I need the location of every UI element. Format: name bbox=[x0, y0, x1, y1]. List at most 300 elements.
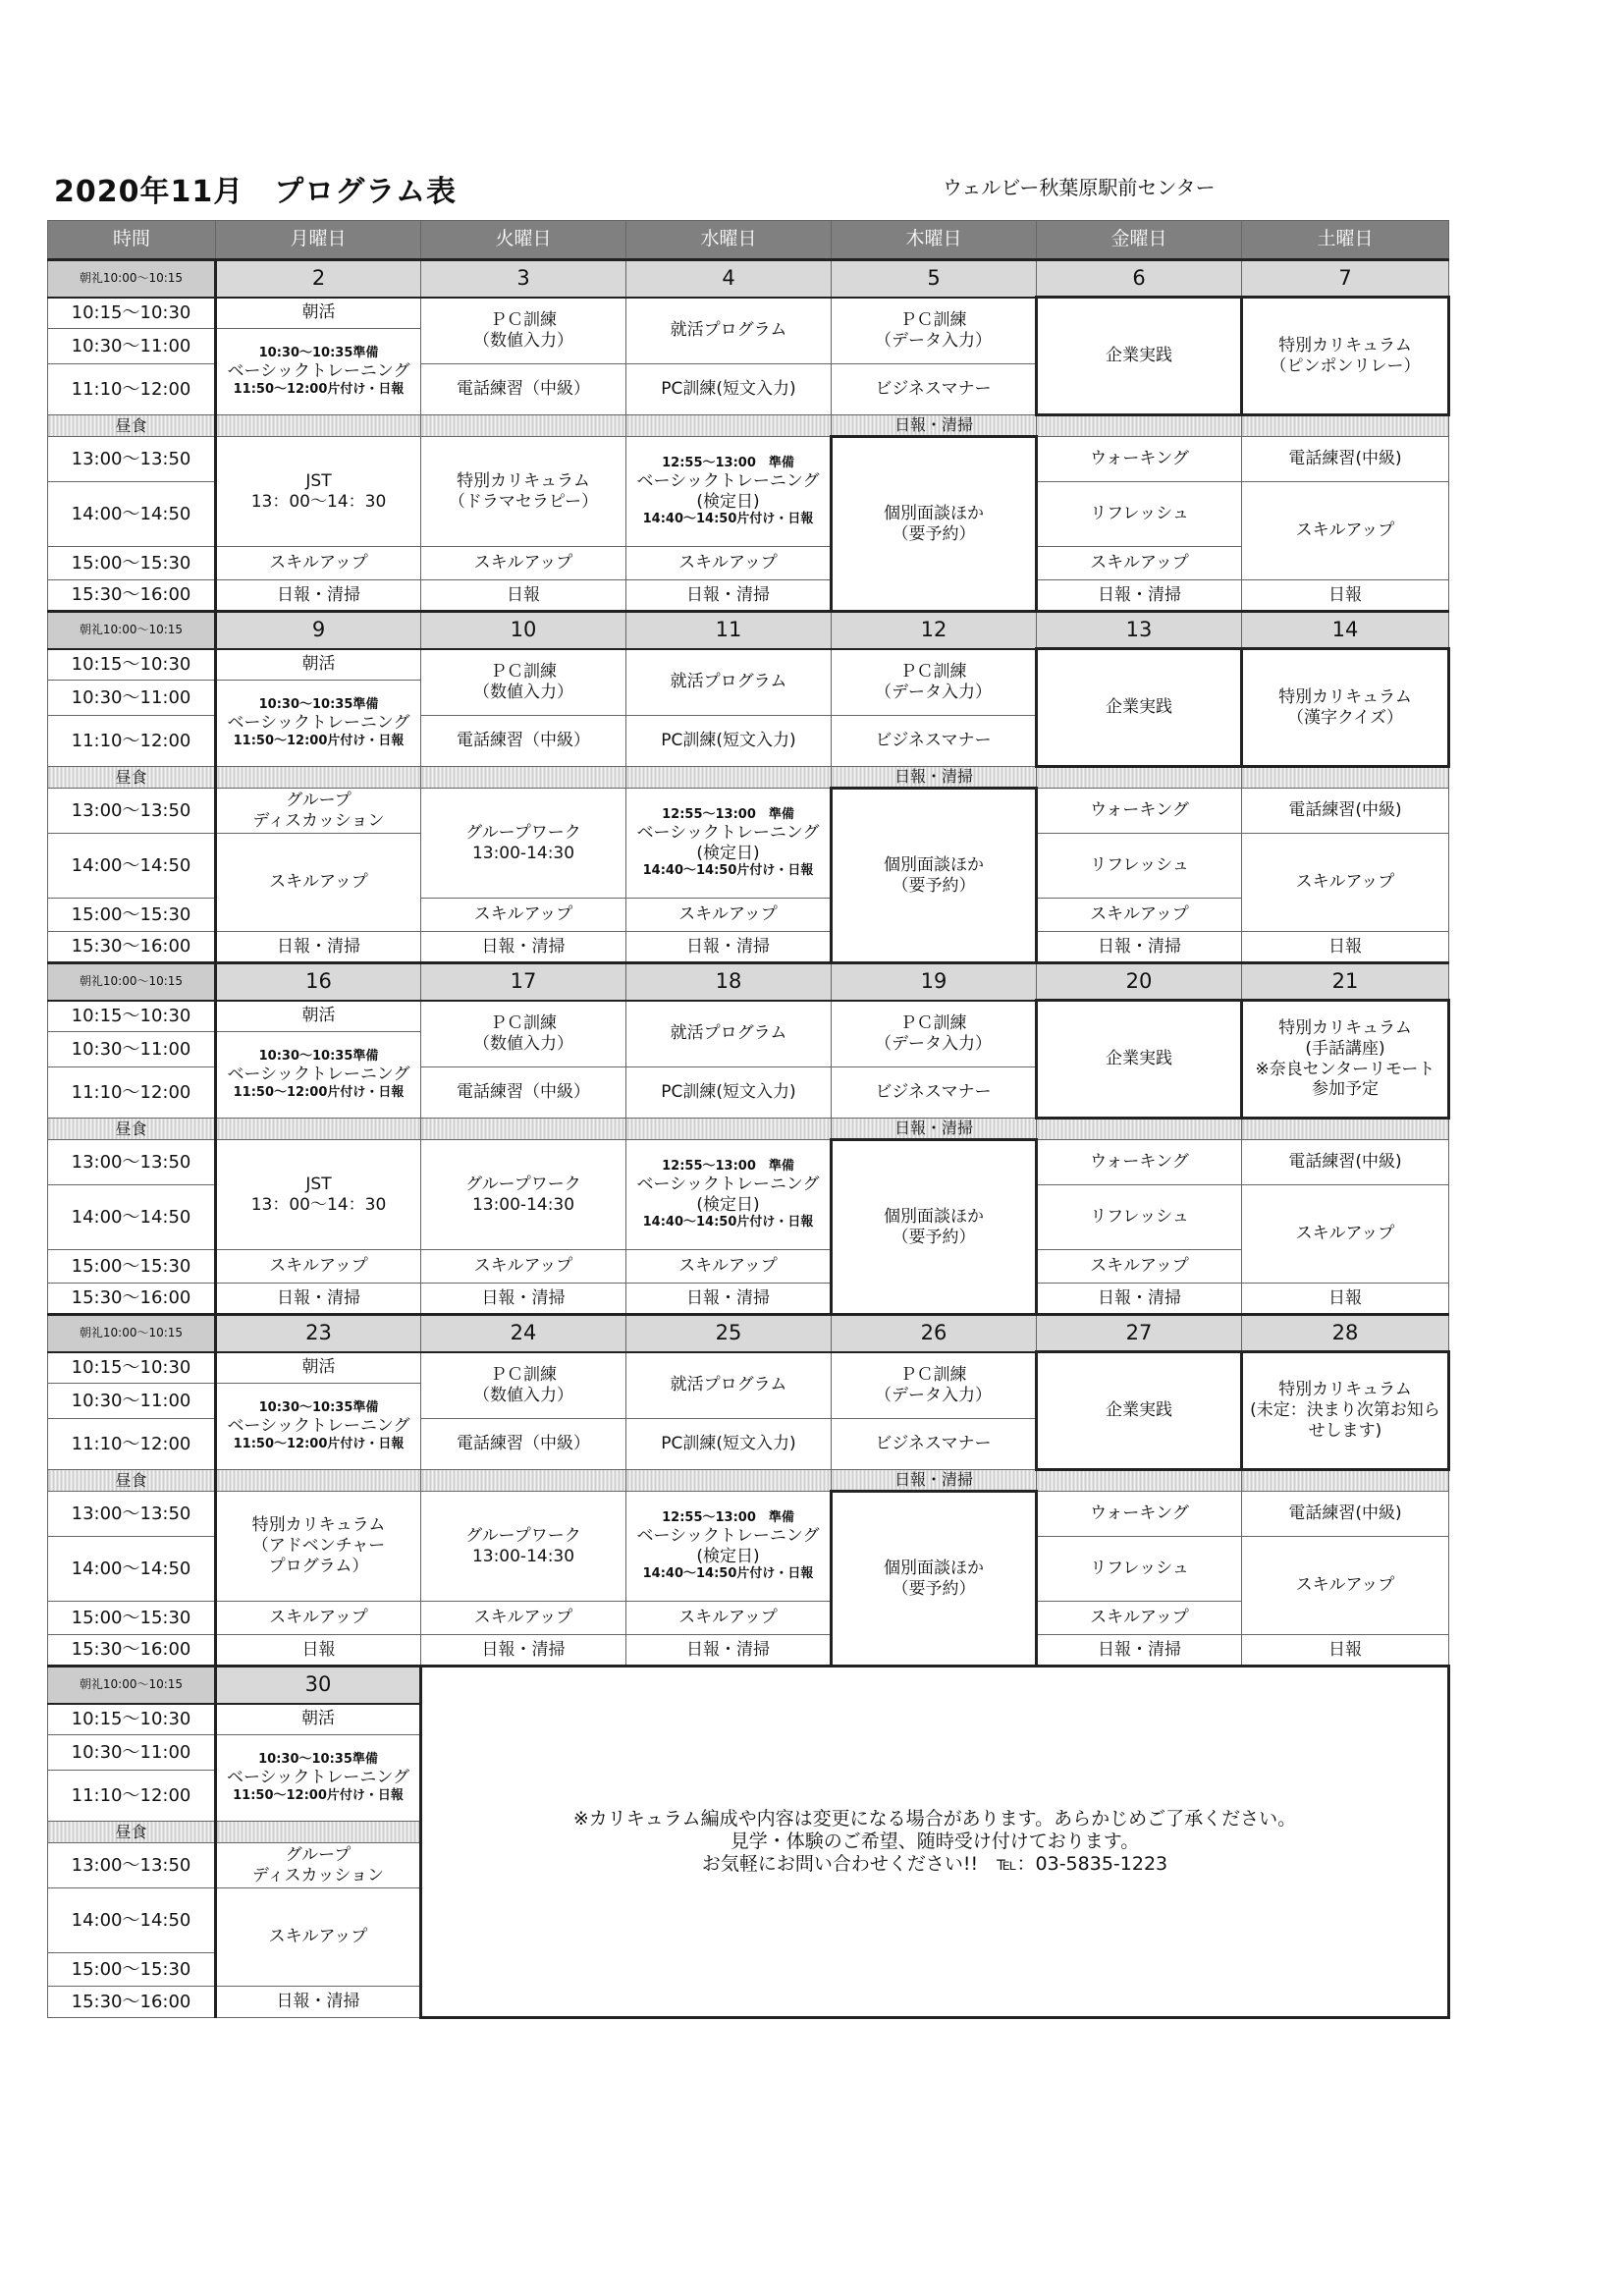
lunch-cell bbox=[1037, 767, 1242, 789]
cell-line: (手話講座) bbox=[1305, 1038, 1385, 1059]
lunch-label: 昼食 bbox=[48, 415, 216, 437]
activity-cell: ビジネスマナー bbox=[832, 1419, 1037, 1470]
time-label: 10:30～11:00 bbox=[48, 1384, 216, 1419]
time-label: 15:00～15:30 bbox=[48, 1250, 216, 1284]
date-row bbox=[48, 963, 1449, 1001]
activity-cell: 日報・清掃 bbox=[1037, 1635, 1242, 1667]
time-label: 15:00～15:30 bbox=[48, 547, 216, 580]
lunch-cell bbox=[216, 1822, 421, 1843]
cell-line: 11:50～12:00片付け・日報 bbox=[233, 1436, 405, 1451]
time-row bbox=[48, 1492, 1449, 1537]
lunch-label: 昼食 bbox=[48, 767, 216, 789]
cell-line: 13:00-14:30 bbox=[471, 1194, 575, 1215]
time-label: 11:10～12:00 bbox=[48, 716, 216, 767]
activity-cell bbox=[626, 437, 832, 547]
time-row bbox=[48, 1602, 1449, 1635]
activity-cell: スキルアップ bbox=[216, 1250, 421, 1284]
time-label: 15:00～15:30 bbox=[48, 1953, 216, 1987]
date-cell: 7 bbox=[1242, 260, 1449, 298]
activity-cell bbox=[832, 1001, 1037, 1067]
activity-cell: 就活プログラム bbox=[626, 298, 832, 364]
activity-cell bbox=[1242, 1001, 1449, 1119]
col-wed: 水曜日 bbox=[626, 221, 832, 260]
activity-cell: 日報・清掃 bbox=[421, 1284, 626, 1315]
lunch-label: 昼食 bbox=[48, 1470, 216, 1492]
activity-cell: 就活プログラム bbox=[626, 1001, 832, 1067]
cell-line: ＰＣ訓練 bbox=[899, 1013, 967, 1034]
activity-cell: 朝活 bbox=[216, 1352, 421, 1384]
activity-cell: リフレッシュ bbox=[1037, 1185, 1242, 1250]
cell-line: (検定日) bbox=[696, 1194, 760, 1215]
cell-line: 14:40～14:50片付け・日報 bbox=[642, 1566, 814, 1582]
time-label: 10:30～11:00 bbox=[48, 681, 216, 716]
lunch-cell bbox=[421, 415, 626, 437]
time-label: 14:00～14:50 bbox=[48, 1888, 216, 1953]
cell-line: 12:55～13:00 準備 bbox=[662, 455, 794, 470]
time-label: 15:00～15:30 bbox=[48, 899, 216, 932]
cell-line: ＰＣ訓練 bbox=[490, 310, 557, 331]
lunch-cell bbox=[626, 1119, 832, 1140]
activity-cell bbox=[832, 1352, 1037, 1419]
lunch-cell bbox=[1242, 1470, 1449, 1492]
cell-line: グループワーク bbox=[465, 822, 581, 843]
time-label: 15:00～15:30 bbox=[48, 1602, 216, 1635]
lunch-cell bbox=[626, 1470, 832, 1492]
cell-line: 見学・体験のご希望、随時受け付けております。 bbox=[730, 1830, 1140, 1852]
cell-line: （ピンポンリレー） bbox=[1270, 355, 1421, 376]
cell-line: 10:30～10:35準備 bbox=[258, 697, 379, 713]
activity-cell: 就活プログラム bbox=[626, 649, 832, 716]
activity-cell: ビジネスマナー bbox=[832, 364, 1037, 415]
cell-line: ベーシックトレーニング bbox=[227, 713, 410, 734]
date-cell: 28 bbox=[1242, 1315, 1449, 1352]
date-cell: 17 bbox=[421, 963, 626, 1001]
activity-cell: 朝活 bbox=[216, 649, 421, 681]
schedule-body bbox=[48, 260, 1449, 2018]
time-label: 10:15～10:30 bbox=[48, 649, 216, 681]
lunch-cell bbox=[1037, 415, 1242, 437]
activity-cell: スキルアップ bbox=[216, 1602, 421, 1635]
date-cell: 6 bbox=[1037, 260, 1242, 298]
activity-cell bbox=[421, 298, 626, 364]
time-label: 10:15～10:30 bbox=[48, 298, 216, 329]
time-label: 13:00～13:50 bbox=[48, 1140, 216, 1185]
activity-cell: 電話練習(中級) bbox=[1242, 789, 1449, 834]
activity-cell: ウォーキング bbox=[1037, 1492, 1242, 1537]
activity-cell: 企業実践 bbox=[1037, 649, 1242, 767]
activity-cell: ビジネスマナー bbox=[832, 1067, 1037, 1119]
time-label: 11:10～12:00 bbox=[48, 1067, 216, 1119]
activity-cell: スキルアップ bbox=[1242, 1537, 1449, 1635]
activity-cell: スキルアップ bbox=[1242, 482, 1449, 580]
col-sat: 土曜日 bbox=[1242, 221, 1449, 260]
activity-cell: 電話練習(中級) bbox=[1242, 437, 1449, 482]
activity-cell: PC訓練(短文入力) bbox=[626, 1419, 832, 1470]
activity-cell: 電話練習（中級） bbox=[421, 1067, 626, 1119]
cell-line: 13:00-14:30 bbox=[471, 1546, 575, 1566]
cell-line: 12:55～13:00 準備 bbox=[662, 1158, 794, 1174]
notice-box bbox=[421, 1667, 1449, 2018]
activity-cell bbox=[421, 437, 626, 547]
activity-cell: スキルアップ bbox=[216, 547, 421, 580]
date-cell: 11 bbox=[626, 612, 832, 649]
date-cell: 2 bbox=[216, 260, 421, 298]
activity-cell bbox=[216, 1032, 421, 1119]
activity-cell bbox=[216, 789, 421, 834]
activity-cell bbox=[216, 1140, 421, 1250]
morning-meeting-label: 朝礼10:00～10:15 bbox=[48, 1315, 216, 1352]
cell-line: 14:40～14:50片付け・日報 bbox=[642, 1215, 814, 1230]
activity-cell: 日報・清掃 bbox=[421, 932, 626, 963]
activity-cell: ビジネスマナー bbox=[832, 716, 1037, 767]
cell-line: ベーシックトレーニング bbox=[636, 1174, 820, 1194]
cell-line: 12:55～13:00 準備 bbox=[662, 1509, 794, 1525]
date-cell: 27 bbox=[1037, 1315, 1242, 1352]
activity-cell bbox=[421, 1140, 626, 1250]
activity-cell: 企業実践 bbox=[1037, 298, 1242, 415]
lunch-cell bbox=[1242, 767, 1449, 789]
lunch-cell bbox=[421, 1470, 626, 1492]
date-cell: 5 bbox=[832, 260, 1037, 298]
time-label: 10:15～10:30 bbox=[48, 1352, 216, 1384]
cell-line: 個別面談ほか bbox=[884, 1558, 984, 1578]
activity-cell: 日報・清掃 bbox=[216, 580, 421, 612]
activity-cell bbox=[832, 437, 1037, 612]
lunch-row bbox=[48, 1470, 1449, 1492]
time-row bbox=[48, 1140, 1449, 1185]
cell-line: (検定日) bbox=[696, 1546, 760, 1566]
date-cell: 16 bbox=[216, 963, 421, 1001]
activity-cell: 日報・清掃 bbox=[832, 1470, 1037, 1492]
activity-cell: 日報・清掃 bbox=[626, 580, 832, 612]
activity-cell: リフレッシュ bbox=[1037, 482, 1242, 547]
activity-cell bbox=[832, 789, 1037, 963]
cell-line: グループ bbox=[285, 1844, 352, 1865]
activity-cell bbox=[216, 1384, 421, 1470]
cell-line: （要予約） bbox=[892, 523, 976, 544]
date-cell: 9 bbox=[216, 612, 421, 649]
activity-cell: 電話練習（中級） bbox=[421, 1419, 626, 1470]
time-row bbox=[48, 1250, 1449, 1284]
cell-line: 個別面談ほか bbox=[884, 503, 984, 523]
date-row bbox=[48, 1667, 1449, 1704]
time-label: 15:30～16:00 bbox=[48, 932, 216, 963]
morning-meeting-label: 朝礼10:00～10:15 bbox=[48, 963, 216, 1001]
center-name: ウェルビー秋葉原駅前センター bbox=[943, 176, 1216, 199]
cell-line: 11:50～12:00片付け・日報 bbox=[233, 1787, 404, 1803]
activity-cell bbox=[626, 1140, 832, 1250]
cell-line: （要予約） bbox=[892, 1578, 976, 1599]
time-label: 13:00～13:50 bbox=[48, 789, 216, 834]
time-row bbox=[48, 789, 1449, 834]
time-row bbox=[48, 1284, 1449, 1315]
cell-line: 特別カリキュラム bbox=[1278, 1018, 1412, 1039]
activity-cell: スキルアップ bbox=[626, 1602, 832, 1635]
morning-meeting-label: 朝礼10:00～10:15 bbox=[48, 260, 216, 298]
lunch-label: 昼食 bbox=[48, 1822, 216, 1843]
lunch-cell bbox=[216, 1119, 421, 1140]
activity-cell: 日報・清掃 bbox=[1037, 580, 1242, 612]
activity-cell: スキルアップ bbox=[626, 1250, 832, 1284]
activity-cell: スキルアップ bbox=[421, 547, 626, 580]
lunch-cell bbox=[1242, 415, 1449, 437]
activity-cell: 朝活 bbox=[216, 1001, 421, 1032]
cell-line: 特別カリキュラム bbox=[251, 1515, 386, 1536]
cell-line: ベーシックトレーニング bbox=[227, 1768, 409, 1788]
cell-line: 10:30～10:35準備 bbox=[258, 1049, 379, 1065]
cell-line: 11:50～12:00片付け・日報 bbox=[233, 1084, 405, 1100]
time-label: 10:15～10:30 bbox=[48, 1001, 216, 1032]
date-cell: 10 bbox=[421, 612, 626, 649]
date-row bbox=[48, 260, 1449, 298]
activity-cell: スキルアップ bbox=[626, 547, 832, 580]
date-cell: 21 bbox=[1242, 963, 1449, 1001]
activity-cell: ウォーキング bbox=[1037, 789, 1242, 834]
cell-line: （ドラマセラピー） bbox=[448, 491, 599, 512]
cell-line: プログラム） bbox=[268, 1556, 369, 1576]
cell-line: JST bbox=[305, 1174, 332, 1194]
col-thu: 木曜日 bbox=[832, 221, 1037, 260]
lunch-cell bbox=[1037, 1119, 1242, 1140]
cell-line: （要予約） bbox=[892, 1227, 976, 1247]
activity-cell bbox=[1242, 649, 1449, 767]
activity-cell: 日報 bbox=[1242, 1635, 1449, 1667]
activity-cell bbox=[832, 1492, 1037, 1667]
lunch-cell bbox=[1037, 1470, 1242, 1492]
activity-cell: 電話練習（中級） bbox=[421, 364, 626, 415]
time-label: 15:30～16:00 bbox=[48, 1635, 216, 1667]
cell-line: (検定日) bbox=[696, 843, 760, 863]
time-label: 15:30～16:00 bbox=[48, 580, 216, 612]
activity-cell: 日報・清掃 bbox=[1037, 932, 1242, 963]
time-row bbox=[48, 437, 1449, 482]
cell-line: ベーシックトレーニング bbox=[636, 1525, 820, 1546]
cell-line: グループ bbox=[286, 790, 352, 810]
cell-line: 10:30～10:35準備 bbox=[258, 1400, 379, 1416]
time-row bbox=[48, 580, 1449, 612]
activity-cell bbox=[832, 649, 1037, 716]
date-cell: 20 bbox=[1037, 963, 1242, 1001]
col-mon: 月曜日 bbox=[216, 221, 421, 260]
activity-cell: PC訓練(短文入力) bbox=[626, 1067, 832, 1119]
lunch-cell bbox=[626, 415, 832, 437]
activity-cell: 電話練習(中級) bbox=[1242, 1492, 1449, 1537]
activity-cell bbox=[421, 789, 626, 899]
activity-cell: 日報・清掃 bbox=[626, 1635, 832, 1667]
cell-line: 個別面談ほか bbox=[884, 854, 984, 875]
activity-cell: 企業実践 bbox=[1037, 1001, 1242, 1119]
cell-line: ※奈良センターリモート bbox=[1255, 1059, 1435, 1079]
activity-cell: スキルアップ bbox=[1037, 1250, 1242, 1284]
activity-cell: スキルアップ bbox=[1242, 834, 1449, 932]
date-cell: 3 bbox=[421, 260, 626, 298]
cell-line: 10:30～10:35準備 bbox=[258, 1752, 378, 1768]
cell-line: ディスカッション bbox=[252, 810, 385, 831]
cell-line: ベーシックトレーニング bbox=[227, 361, 410, 382]
activity-cell bbox=[216, 1843, 421, 1888]
time-row bbox=[48, 649, 1449, 681]
activity-cell bbox=[216, 437, 421, 547]
activity-cell bbox=[421, 649, 626, 716]
cell-line: 特別カリキュラム bbox=[1278, 335, 1412, 355]
activity-cell: 日報・清掃 bbox=[216, 1987, 421, 2018]
activity-cell: スキルアップ bbox=[1037, 547, 1242, 580]
time-label: 14:00～14:50 bbox=[48, 1185, 216, 1250]
lunch-cell bbox=[216, 415, 421, 437]
date-cell: 19 bbox=[832, 963, 1037, 1001]
time-row bbox=[48, 1001, 1449, 1032]
activity-cell: 電話練習（中級） bbox=[421, 716, 626, 767]
activity-cell: 朝活 bbox=[216, 298, 421, 329]
time-label: 10:30～11:00 bbox=[48, 1032, 216, 1067]
activity-cell: PC訓練(短文入力) bbox=[626, 364, 832, 415]
cell-line: （データ入力） bbox=[875, 1385, 992, 1405]
activity-cell: リフレッシュ bbox=[1037, 1537, 1242, 1602]
cell-line: 参加予定 bbox=[1312, 1079, 1379, 1100]
cell-line: ＰＣ訓練 bbox=[899, 310, 967, 331]
header-row bbox=[48, 221, 1449, 260]
activity-cell bbox=[832, 298, 1037, 364]
activity-cell: 日報 bbox=[1242, 1284, 1449, 1315]
time-label: 11:10～12:00 bbox=[48, 1419, 216, 1470]
time-label: 14:00～14:50 bbox=[48, 482, 216, 547]
activity-cell: 日報・清掃 bbox=[626, 1284, 832, 1315]
activity-cell: リフレッシュ bbox=[1037, 834, 1242, 899]
date-cell: 25 bbox=[626, 1315, 832, 1352]
cell-line: （要予約） bbox=[892, 875, 976, 896]
activity-cell: スキルアップ bbox=[216, 834, 421, 932]
cell-line: 特別カリキュラム bbox=[1278, 686, 1412, 707]
page-title: 2020年11月 プログラム表 bbox=[54, 175, 457, 209]
date-cell: 14 bbox=[1242, 612, 1449, 649]
cell-line: 11:50～12:00片付け・日報 bbox=[233, 381, 405, 397]
cell-line: 12:55～13:00 準備 bbox=[662, 806, 794, 822]
lunch-cell bbox=[421, 1119, 626, 1140]
cell-line: 10:30～10:35準備 bbox=[258, 346, 379, 361]
cell-line: （アドベンチャー bbox=[251, 1536, 386, 1557]
schedule-table bbox=[47, 220, 1450, 2019]
cell-line: 個別面談ほか bbox=[884, 1206, 984, 1227]
date-cell: 24 bbox=[421, 1315, 626, 1352]
date-row bbox=[48, 1315, 1449, 1352]
activity-cell bbox=[216, 681, 421, 767]
date-cell: 18 bbox=[626, 963, 832, 1001]
cell-line: 13：00～14：30 bbox=[250, 491, 387, 512]
activity-cell: 日報・清掃 bbox=[421, 1635, 626, 1667]
cell-line: ベーシックトレーニング bbox=[636, 470, 820, 491]
lunch-label: 昼食 bbox=[48, 1119, 216, 1140]
date-row bbox=[48, 612, 1449, 649]
cell-line: (検定日) bbox=[696, 491, 760, 512]
time-row bbox=[48, 932, 1449, 963]
cell-line: （数値入力） bbox=[473, 1385, 573, 1405]
lunch-row bbox=[48, 415, 1449, 437]
activity-cell bbox=[216, 1492, 421, 1602]
cell-line: JST bbox=[305, 470, 332, 491]
activity-cell bbox=[1242, 1352, 1449, 1470]
cell-line: ＰＣ訓練 bbox=[899, 1365, 967, 1386]
activity-cell bbox=[421, 1492, 626, 1602]
activity-cell: 日報・清掃 bbox=[1037, 1284, 1242, 1315]
time-label: 14:00～14:50 bbox=[48, 834, 216, 899]
activity-cell: ウォーキング bbox=[1037, 437, 1242, 482]
date-cell: 13 bbox=[1037, 612, 1242, 649]
time-label: 14:00～14:50 bbox=[48, 1537, 216, 1602]
time-row bbox=[48, 547, 1449, 580]
col-fri: 金曜日 bbox=[1037, 221, 1242, 260]
cell-line: 11:50～12:00片付け・日報 bbox=[233, 733, 405, 748]
activity-cell: スキルアップ bbox=[421, 1602, 626, 1635]
activity-cell: 企業実践 bbox=[1037, 1352, 1242, 1470]
activity-cell: スキルアップ bbox=[1037, 899, 1242, 932]
morning-meeting-label: 朝礼10:00～10:15 bbox=[48, 612, 216, 649]
activity-cell: スキルアップ bbox=[421, 1250, 626, 1284]
cell-line: 特別カリキュラム bbox=[1278, 1380, 1412, 1400]
activity-cell: 日報・清掃 bbox=[832, 415, 1037, 437]
cell-line: （データ入力） bbox=[875, 1033, 992, 1054]
time-label: 15:30～16:00 bbox=[48, 1284, 216, 1315]
date-cell: 12 bbox=[832, 612, 1037, 649]
cell-line: ベーシックトレーニング bbox=[227, 1416, 410, 1437]
cell-line: （数値入力） bbox=[473, 330, 573, 351]
activity-cell: 日報・清掃 bbox=[626, 932, 832, 963]
time-row bbox=[48, 298, 1449, 329]
activity-cell bbox=[1242, 298, 1449, 415]
cell-line: ベーシックトレーニング bbox=[227, 1065, 410, 1085]
time-row bbox=[48, 1352, 1449, 1384]
cell-line: 14:40～14:50片付け・日報 bbox=[642, 863, 814, 879]
activity-cell bbox=[626, 789, 832, 899]
cell-line: （データ入力） bbox=[875, 682, 992, 702]
cell-line: ベーシックトレーニング bbox=[636, 822, 820, 843]
time-label: 13:00～13:50 bbox=[48, 1492, 216, 1537]
date-cell: 23 bbox=[216, 1315, 421, 1352]
lunch-cell bbox=[421, 767, 626, 789]
time-label: 11:10～12:00 bbox=[48, 1771, 216, 1822]
cell-line: 14:40～14:50片付け・日報 bbox=[642, 512, 814, 527]
date-cell: 26 bbox=[832, 1315, 1037, 1352]
cell-line: 特別カリキュラム bbox=[457, 470, 590, 491]
cell-line: ＰＣ訓練 bbox=[899, 662, 967, 683]
cell-line: ※カリキュラム編成や内容は変更になる場合があります。あらかじめご了承ください。 bbox=[572, 1807, 1297, 1830]
cell-line: ＰＣ訓練 bbox=[490, 1365, 557, 1386]
cell-line: グループワーク bbox=[465, 1525, 581, 1546]
time-label: 11:10～12:00 bbox=[48, 364, 216, 415]
activity-cell: 電話練習(中級) bbox=[1242, 1140, 1449, 1185]
activity-cell: 日報・清掃 bbox=[216, 932, 421, 963]
activity-cell: スキルアップ bbox=[421, 899, 626, 932]
cell-line: （数値入力） bbox=[473, 682, 573, 702]
activity-cell: 日報 bbox=[1242, 932, 1449, 963]
activity-cell: 就活プログラム bbox=[626, 1352, 832, 1419]
cell-line: （数値入力） bbox=[473, 1033, 573, 1054]
lunch-row bbox=[48, 767, 1449, 789]
lunch-cell bbox=[1242, 1119, 1449, 1140]
activity-cell bbox=[626, 1492, 832, 1602]
activity-cell bbox=[421, 1352, 626, 1419]
cell-line: （漢字クイズ） bbox=[1287, 707, 1403, 728]
cell-line: （データ入力） bbox=[875, 330, 992, 351]
activity-cell: 日報 bbox=[421, 580, 626, 612]
activity-cell bbox=[216, 329, 421, 415]
time-label: 13:00～13:50 bbox=[48, 1843, 216, 1888]
activity-cell: PC訓練(短文入力) bbox=[626, 716, 832, 767]
lunch-cell bbox=[626, 767, 832, 789]
cell-line: お気軽にお問い合わせください!! ℡：03-5835-1223 bbox=[701, 1853, 1168, 1876]
cell-line: ＰＣ訓練 bbox=[490, 1013, 557, 1034]
activity-cell: 日報 bbox=[216, 1635, 421, 1667]
col-time: 時間 bbox=[48, 221, 216, 260]
